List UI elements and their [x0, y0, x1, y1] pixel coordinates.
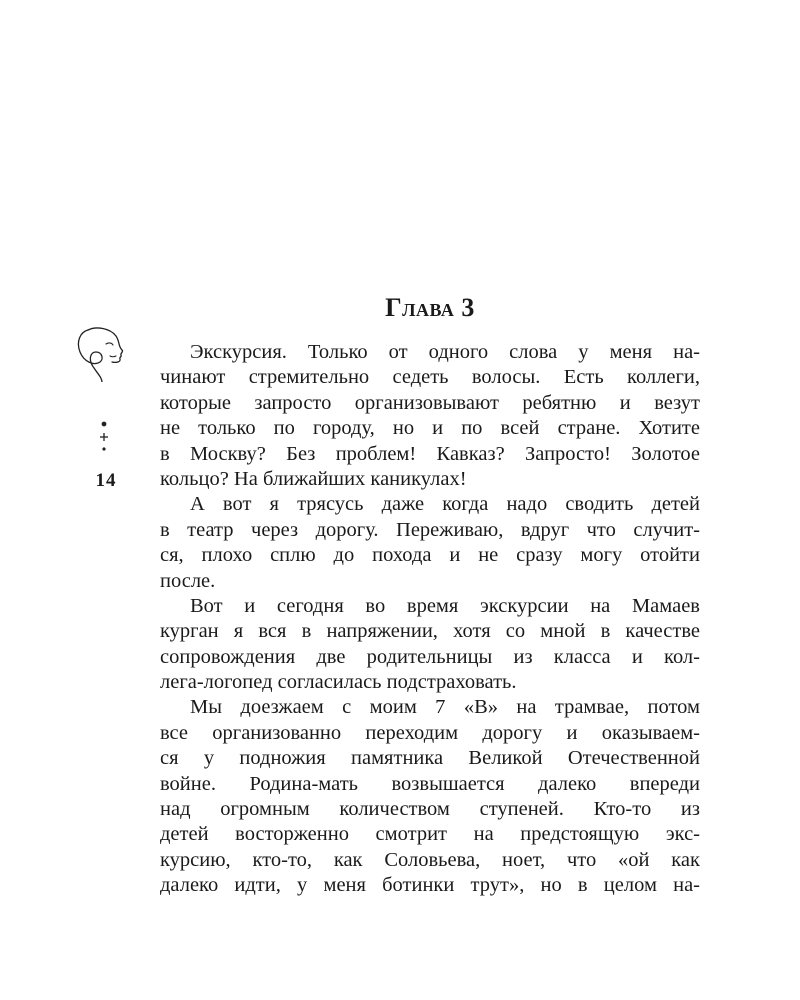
text-line: в театр через дорогу. Переживаю, вдруг что случит-	[160, 518, 700, 541]
text-line: А вот я трясусь даже когда надо сводить детей	[190, 493, 700, 516]
text-line: не только по городу, но и по всей стране. Хотите	[160, 417, 700, 440]
text-line: войне. Родина-мать возвышается далеко впереди	[160, 772, 700, 795]
text-line: чинают стремительно седеть волосы. Есть коллеги,	[160, 366, 700, 389]
text-line: курган я вся в напряжении, хотя со мной в качестве	[160, 620, 700, 643]
text-line: Вот и сегодня во время экскурсии на Мамаев	[190, 594, 700, 617]
page-number: 14	[95, 470, 117, 491]
text-line: ся у подножия памятника Великой Отечественной	[160, 747, 700, 770]
text-line: над огромным количеством ступеней. Кто-то из	[160, 798, 700, 821]
text-line: которые запросто организовывают ребятню и везут	[160, 391, 700, 414]
text-line: лега-логопед согласилась подстраховать.	[160, 671, 517, 694]
text-line: все организованно переходим дорогу и оказываем-	[160, 721, 700, 744]
text-line: в Москву? Без проблем! Кавказ? Запросто! Золотое	[160, 442, 700, 465]
face-line-art-icon	[66, 322, 136, 382]
text-line: далеко идти, у меня ботинки трут», но в целом на-	[160, 874, 700, 897]
text-line: детей восторженно смотрит на предстоящую экс-	[160, 823, 700, 846]
text-line: ся, плохо сплю до похода и не сразу могу отойти	[160, 544, 700, 567]
text-line: Мы доезжаем с моим 7 «В» на трамвае, потом	[190, 696, 700, 719]
text-line: Экскурсия. Только от одного слова у меня на-	[190, 341, 700, 363]
dots-ornament-icon	[97, 420, 111, 454]
chapter-body	[160, 340, 700, 899]
chapter-title-text: Глава 3	[385, 293, 475, 322]
text-line: кольцо? На ближайших каникулах!	[160, 467, 467, 490]
text-line: курсию, кто-то, как Соловьева, ноет, что «ой как	[160, 848, 700, 871]
chapter-title	[160, 290, 700, 326]
text-line: после.	[160, 569, 216, 592]
text-line: сопровождения две родительницы из класса и кол-	[160, 645, 700, 668]
